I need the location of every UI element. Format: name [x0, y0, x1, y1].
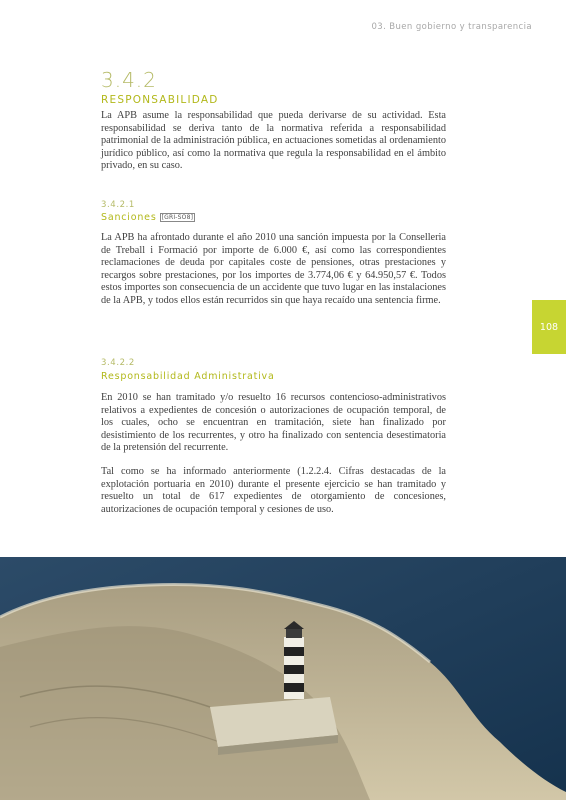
chapter-header: 03. Buen gobierno y transparencia: [371, 22, 532, 32]
subsection-number-responsabilidad-administrativa: 3.4.2.2: [101, 358, 135, 368]
gri-tag: [GRI-SO8]: [161, 214, 194, 221]
sanciones-paragraph: La APB ha afrontado durante el año 2010 una sanción impuesta por la Conselleria de Treball i Formació por importe de 6.000 €, así como las correspondientes reclamaciones de deuda por capitales coste de pensiones, otras prestaciones y recargos sobre prestaciones, por los importes de 3.774,06 € y 64.950,57 €. Todos estos importes son consecuencia de un accidente que tuvo lugar en las instalaciones de la APB, y todos ellos están recurridos sin que haya recaído una sentencia firme.: [101, 232, 446, 306]
section-intro-paragraph: La APB asume la responsabilidad que pueda derivarse de su actividad. Esta responsabilidad se deriva tanto de la normativa referida a responsabilidad patrimonial de la administración pública, en actuaciones sometidas al ordenamiento jurídico público, así como la normativa que regula la responsabilidad en el ámbito privado, en su caso.: [101, 110, 446, 172]
section-number: 3.4.2: [101, 68, 157, 92]
subsection-title-text: Sanciones: [101, 212, 157, 223]
subsection-title-responsabilidad-administrativa: Responsabilidad Administrativa: [101, 371, 275, 382]
responsabilidad-paragraph-1: En 2010 se han tramitado y/o resuelto 16 recursos contencioso-administrativos relativos a expedientes de concesión o autorizaciones de ocupación temporal, de los cuales, ocho se encuentran en tramitación, siete han finalizado por desistimiento de los recurrentes, y otro ha finalizado con sentencia desestimatoria de la pretensión del recurrente.: [101, 392, 446, 454]
responsabilidad-paragraph-2: Tal como se ha informado anteriormente (1.2.2.4. Cifras destacadas de la explotación portuaria en 2010) durante el presente ejercicio se han tramitado y resuelto un total de 617 expedientes de otorgamiento de concesiones, autorizaciones de ocupación temporal y cesiones de uso.: [101, 466, 446, 515]
subsection-number-sanciones: 3.4.2.1: [101, 200, 135, 210]
page-number: 108: [539, 321, 559, 333]
section-title: RESPONSABILIDAD: [101, 94, 219, 106]
page-number-tab: [532, 300, 566, 354]
subsection-title-sanciones: [101, 212, 195, 223]
lighthouse-aerial-photo: [0, 557, 566, 800]
